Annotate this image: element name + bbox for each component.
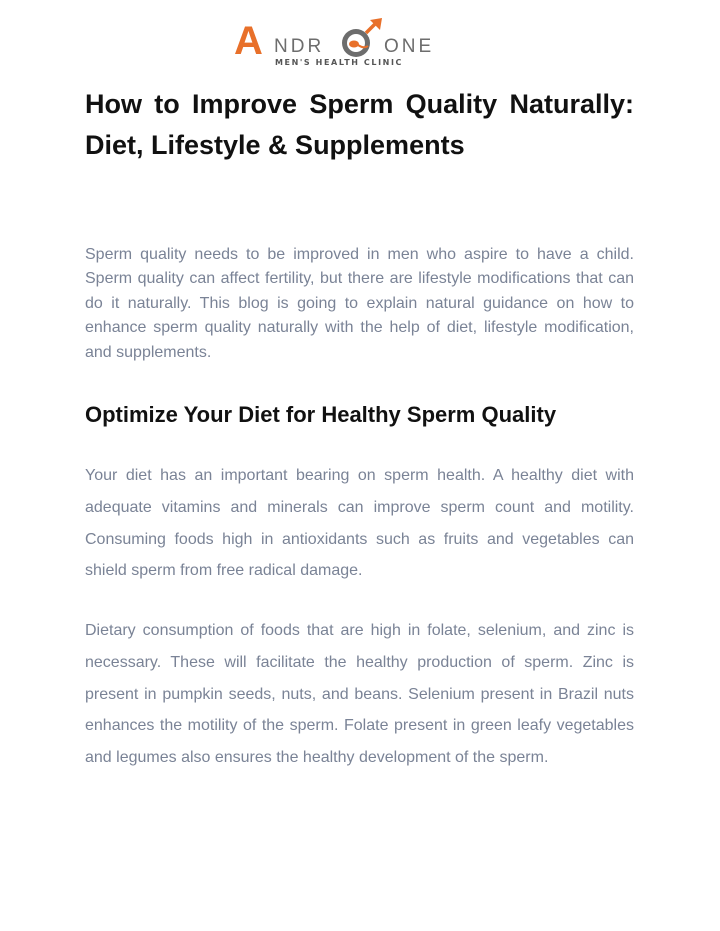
logo-wordmark — [232, 16, 446, 60]
male-symbol-icon — [342, 18, 382, 57]
article-title: How to Improve Sperm Quality Naturally: Diet, Lifestyle & Supplements — [85, 89, 634, 160]
clinic-logo — [232, 16, 446, 72]
logo-letters-one: ONE — [384, 36, 435, 57]
diet-paragraph-1: Your diet has an important bearing on sperm health. A healthy diet with adequate vitamins and minerals can improve sperm count and motility. Consuming foods high in antioxidants such as fruits and vegetables can shield sperm from free radical damage. — [85, 467, 634, 580]
logo-letter-a: A — [234, 19, 263, 60]
intro-paragraph: Sperm quality needs to be improved in men who aspire to have a child. Sperm quality can affect fertility, but there are lifestyle modifications that can do it naturally. This blog is going to explain natural guidance on how to enhance sperm quality naturally with the help of diet, lifestyle modification, and supplements. — [85, 246, 634, 361]
diet-paragraph-2: Dietary consumption of foods that are high in folate, selenium, and zinc is necessary. These will facilitate the healthy production of sperm. Zinc is present in pumpkin seeds, nuts, and beans. Selenium present in Brazil nuts enhances the motility of the sperm. Folate present in green leafy vegetables and legumes also ensures the healthy development of the sperm. — [85, 622, 634, 767]
logo-tagline: MEN'S HEALTH CLINIC — [274, 58, 404, 67]
logo-letters-ndr: NDR — [274, 36, 325, 57]
section-heading-diet: Optimize Your Diet for Healthy Sperm Quality — [85, 402, 557, 427]
